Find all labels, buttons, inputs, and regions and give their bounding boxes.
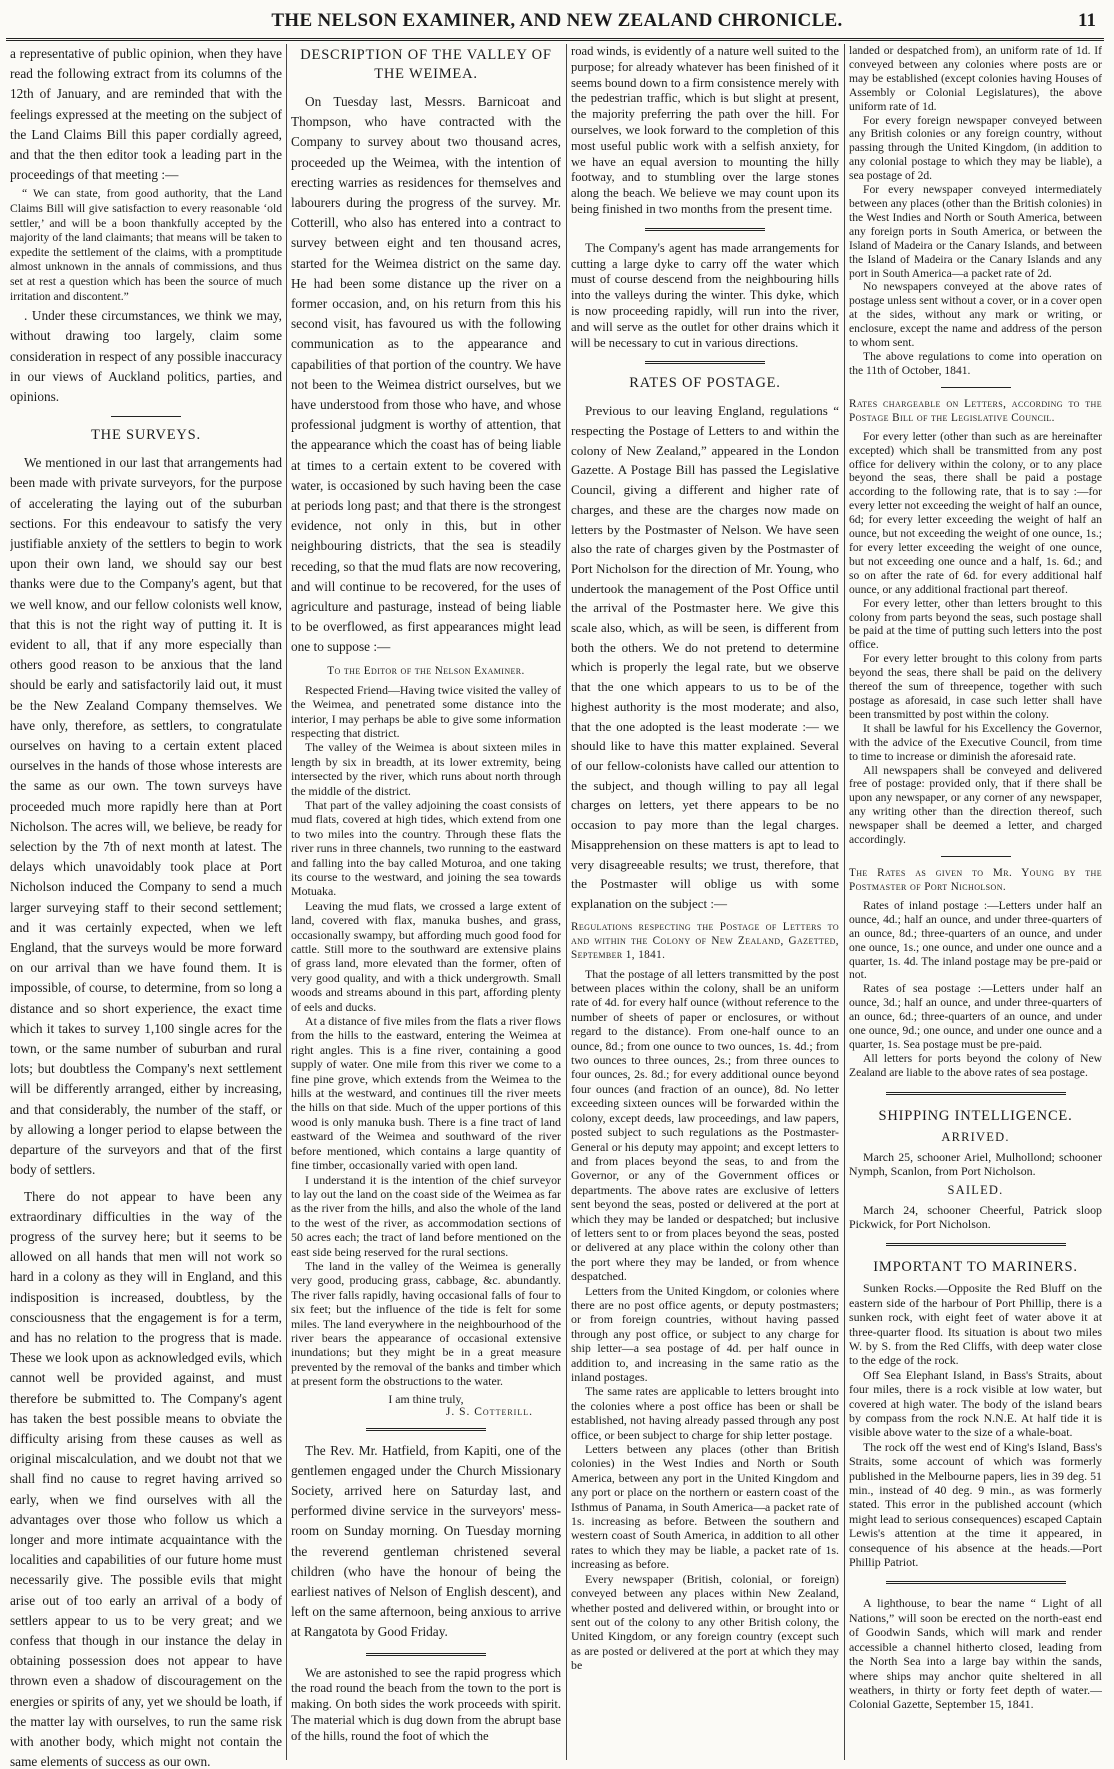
paragraph: Previous to our leaving England, regulations “ respecting the Postage of Letters to and within the colony of New Zealand,” appeared in the London Gazette. A Postage Bill has passed the Legislative Council, giving a different and higher rate of charges, and these are the charges now made on letters by the Postmaster of Nelson. We have seen also the rate of charges given by the Postmaster of Port Nicholson for the direction of Mr. Young, who undertook the management of the Post Office until the arrival of the Postmaster here. We give this scale also, which, as will be seen, is different from both the others. We do not pretend to determine which is properly the legal rate, but we observe that the one which appears to us to be of the highest authority is the most moderate; and also, that the one adopted is the least moderate :— we should like to have this matter explained. Several of our fellow-colonists have called our attention to the subject, and though willing to pay all legal charges on letters, yet there appears to be no occasion to pay more than the legal charges. Misapprehension on these matters is apt to lead to very disagreeable results; we trust, therefore, that the Postmaster will oblige us with some explanation on the subject :— (571, 403, 839, 911)
separator (645, 228, 765, 231)
separator (886, 1581, 1066, 1584)
paragraph: We mentioned in our last that arrangements had been made with private surveyors, for the purpose of accelerating the laying out of the suburban sections. For this endeavour to satisfy the very justifiable anxiety of the settlers to begin to work upon their own land, we should say our best thanks were due to the Company's agent, but that we well know, and our fellow colonists well know, that this is not the right way of putting it. It is evident to all, that if any more especially than others good reason to be anxious that the land should be early and satisfactorily laid out, it must be the New Zealand Company themselves. We have only, therefore, as settlers, to congratulate ourselves on having to a certain extent placed ourselves in the hands of those whose interests are the same as our own. The town surveys have proceeded much more rapidly here than at Port Nicholson. The acres will, we believe, be ready for selection by the 7th of next month at latest. The delays which unavoidably took place at Port Nicholson induced the Company to send a much larger surveying staff to their second settlement; and it was certainly expected, when we left England, that the surveys would be more forward on our arrival than we have found them. It is impossible, of course, to determine, from so long a distance and so short experience, the exact time which it takes to survey 1,100 single acres for the town, or the same number of suburban and rural lots; but doubtless the Company's next settlement will be differently arranged, either by increasing, and that considerably, the number of the staff, or by allowing a longer period to elapse between the departure of the surveyors and that of the first body of settlers. (10, 455, 282, 1178)
section-heading-postage: RATES OF POSTAGE. (629, 375, 781, 392)
letter-paragraph: That part of the valley adjoining the coast consists of mud flats, covered at high tides, which extend from one to two miles into the country. Through these flats the river runs in three channels, two running to the eastward and falling into the bay called Moturoa, and one taking its course to the westward, and joining the sea towards Motuaka. (291, 797, 561, 899)
paragraph: On Tuesday last, Messrs. Barnicoat and Thompson, who have contracted with the Company to survey about two thousand acres, proceeded up the Weimea, with the intention of erecting warries as residences for themselves and labourers during the progress of the survey. Mr. Cotterill, who also has entered into a contract to survey between eight and ten thousand acres, started for the Weimea district on the same day. He had been some distance up the river on a former occasion, and, on his return from this his second visit, has favoured us with the following communication as to the appearance and capabilities of that portion of the country. We have not been to the Weimea district ourselves, but we have understood from those who have, and whose professional judgment is worthy of attention, that the appearance which the coast has of being liable at times to a certain extent to be covered with water, is occasioned by such having been the case at periods long past; and that there is the strongest evidence, not only in this, but in other neighbouring districts, that the sea is steadily receding, so that the mud flats are now recovering, and will continue to be recovered, for the uses of agriculture and pasturage, instead of being liable to be overflowed, as first appearances might lead one to suppose :— (291, 94, 561, 655)
regulation-paragraph: Letters between any places (other than British colonies) in the West Indies and North or South America, between any port in the United Kingdom and any port or place on the northern or eastern coast of the Isthmus of Panama, in South America—a packet rate of 1s. increasing as before. Between the southern and western coast of South America, in addition to all other rates to which they may be liable, a packet rate of 1s. increasing as before. (571, 1442, 839, 1572)
separator (941, 856, 1011, 857)
shipping-entry: March 25, schooner Ariel, Mulhollond; schooner Nymph, Scanlon, from Port Nicholson. (849, 1149, 1102, 1179)
lighthouse-paragraph: A lighthouse, to bear the name “ Light of all Nations,” will soon be erected on the north-east end of Goodwin Sands, which will mark and render accessible a channel hitherto closed, leading from the North Sea into a large bay within the sands, where ships may anchor quite sheltered in all weathers, in thirty or forty feet depth of water.—Colonial Gazette, September 15, 1841. (849, 1596, 1102, 1712)
subheading-arrived: ARRIVED. (941, 1129, 1010, 1144)
column-divider (286, 44, 287, 1760)
mariners-paragraph: The rock off the west end of King's Island, Bass's Straits, some account of which was formerly published in the Melbourne papers, lies in 39 deg. 51 min., instead of 40 deg. 9 min., as was formerly stated. This error in the published account (which might lead to serious consequences) escaped Captain Lewis's attention at the time it appeared, in consequence of his absence at the heads.—Port Phillip Patriot. (849, 1439, 1102, 1570)
column-divider (844, 44, 845, 1760)
masthead (6, 10, 1108, 40)
rates-paragraph: Rates of sea postage :—Letters under half an ounce, 3d.; half an ounce, and under three-quarters of an ounce, 6d.; three-quarters of an ounce, and under one ounce, 9d.; one ounce, and under one ounce and a quarter, 1s. Sea postage must be pre-paid. (849, 982, 1102, 1051)
regulation-paragraph: Every newspaper (British, colonial, or foreign) conveyed between any places within New Zealand, whether posted and delivered within, or brought into or sent out of the colony to any other British colony, the United Kingdom, or any foreign country (except such as are posted or delivered at the port at which they may be (571, 1571, 839, 1673)
block-quote: “ We can state, from good authority, that the Land Claims Bill will give satisfaction to every reasonable ‘old settler,’ and will be a boon thankfully accepted by the majority of the land claimants; that means will be taken to expedite the settlement of the claims, with a promptitude almost unknown in the annals of commissions, and thus set at rest a question which has been the source of much irritation and discontent.” (10, 187, 282, 303)
page-number: 11 (1078, 10, 1096, 31)
newspaper-title: THE NELSON EXAMINER, AND NEW ZEALAND CHRONICLE. (271, 10, 843, 31)
letter-paragraph: At a distance of five miles from the flats a river flows from the hills to the eastward, entering the Weimea at right angles. This is a fine river, containing a good supply of water. One mile from this river we come to a fine pine grove, which extends from the Weimea to the hills at the westward, and continues till the river meets the hills on that side. Much of the upper portions of this wood is only manuka bush. There is a fine tract of land eastward of the Weimea and southward of the river before mentioned, which contains a large quantity of fine timber, occasionally varied with open land. (291, 1014, 561, 1173)
section-heading-weimea: DESCRIPTION OF THE VALLEY OF THE WEIMEA. (300, 47, 552, 82)
bill-paragraph: For every letter brought to this colony from parts beyond the seas, there shall be paid on the delivery thereof the sum of threepence, together with such postage as aforesaid, in case such letter shall have been transmitted by post within the colony. (849, 652, 1102, 721)
intro-paragraph: a representative of public opinion, when they have read the following extract from its columns of the 12th of January, and are reminded that with the feelings expressed at the meeting on the subject of the Land Claims Bill this paper cordially agreed, and that the then editor took a leading part in the proceedings of that meeting :— (10, 46, 282, 183)
separator (886, 1092, 1066, 1095)
paragraph: . Under these circumstances, we think we may, without drawing too largely, claim some consideration in respect of any possible inaccuracy in our views of Auckland politics, parties, and opinions. (10, 308, 282, 404)
mariners-paragraph: Off Sea Elephant Island, in Bass's Straits, about four miles, there is a rock visible at low water, but covered at high water. The body of the island bears by compass from the rock N.N.E. At half tide it is visible above water to the size of a whale-boat. (849, 1367, 1102, 1440)
subheading-sailed: SAILED. (947, 1182, 1004, 1197)
paragraph: The Company's agent has made arrangements for cutting a large dyke to carry off the water which must of course descend from the neighbouring hills into the valleys during the winter. This dyke, which is now proceeding rapidly, will run into the river, and will serve as the outlet for other drains which it will be necessary to cut in various directions. (571, 240, 839, 350)
mariners-paragraph: Sunken Rocks.—Opposite the Red Bluff on the eastern side of the harbour of Port Phillip, there is a sunken rock, with eight feet of water above it at three-quarter flood. Its situation is about two miles W. by S. from the Red Cliffs, with deep water close to the edge of the rock. (849, 1281, 1102, 1368)
subheading-regulations: Regulations respecting the Postage of Letters to and within the Colony of New Zealand, Gazetted, September 1, 1841. (571, 920, 839, 961)
paragraph: The Rev. Mr. Hatfield, from Kapiti, one of the gentlemen engaged under the Church Missionary Society, arrived here on Saturday last, and performed divine service in the surveyors' mess-room on Sunday morning. On Tuesday morning the reverend gentleman christened several children (who have the honour of being the earliest natives of Nelson of English descent), and left on the same afternoon, being anxious to arrive at Rangatota by Good Friday. (291, 1442, 561, 1640)
letter-salutation: To the Editor of the Nelson Examiner. (327, 664, 525, 677)
column-divider (566, 44, 567, 1760)
paragraph: We are astonished to see the rapid progress which the road round the beach from the town to the port is making. On both sides the work proceeds with spirit. The material which is dug down from the abrupt base of the hills, round the foot of which the (291, 1665, 561, 1743)
column-1 (10, 44, 282, 1769)
separator (941, 387, 1011, 388)
regulation-paragraph: The above regulations to come into operation on the 11th of October, 1841. (849, 349, 1102, 377)
regulation-paragraph: For every newspaper conveyed intermediately between any places (other than the British colonies) in the West Indies and North or South America, between any foreign ports in South America, or between the Island of Madeira or the Canary Islands, and between the Island of Madeira or the Canary Islands and any port in South America—a packet rate of 2d. (849, 183, 1102, 280)
letter-closing: I am thine truly, (388, 1391, 464, 1406)
regulation-paragraph: That the postage of all letters transmitted by the post between places within the colony, shall be an uniform rate of 4d. for every half ounce (without reference to the number of sheets of paper or enclosures, or without regard to the distance). From one-half ounce to an ounce, 8d.; from one ounce to two ounces, 1s. 4d.; from two ounces to three ounces, 2s.; from three ounces to four ounces, 2s. 8d.; for every additional ounce beyond four ounces (and fraction of an ounce), 8d. No letter exceeding sixteen ounces will be forwarded within the colony, except deeds, law proceedings, and law papers, posted subject to such regulations as the Postmaster-General or his deputy may appoint; and except letters to and from places beyond the seas, to and from the Governor, or any of the Government offices or departments. The above rates are exclusive of letters sent beyond the seas, posted or delivered at the port at which they may be landed or despatched; but inclusive of letters sent to or from places beyond the seas, posted or delivered at any place within the colony other than the port where they may be landed, or from whence despatched. (571, 966, 839, 1284)
bill-paragraph: For every letter, other than letters brought to this colony from parts beyond the seas, such postage shall be paid at the time of putting such letters into the post office. (849, 596, 1102, 652)
letter-paragraph: I understand it is the intention of the chief surveyor to lay out the land on the coast side of the Weimea as far as the river from the hills, and also the whole of the land to the west of the river, as accommodation sections of 50 acres each; the tract of land before mentioned on the east side being reserved for the rural sections. (291, 1172, 561, 1259)
letter-paragraph: The land in the valley of the Weimea is generally very good, producing grass, cabbage, &c. abundantly. The river falls rapidly, having occasional falls of four to six feet; but the influence of the tide is felt for some miles. The land everywhere in the neighbourhood of the river bears the appearance of occasional extensive inundations; but they might be in a great measure prevented by the removal of the banks and timber which at present form the obstructions to the water. (291, 1258, 561, 1389)
regulation-paragraph: For every foreign newspaper conveyed between any British colonies or any foreign country, without passing through the United Kingdom, (in addition to any colonial postage to which they may be liable), a sea postage of 2d. (849, 113, 1102, 183)
paragraph: road winds, is evidently of a nature well suited to the purpose; for already whatever has been finished of it seems bound down to a firm consistence merely with the pedestrian traffic, which is but slight at present, the majority preferring the path over the hill. For ourselves, we look forward to the completion of this most useful public work with a selfish anxiety, for we have an equal aversion to mounting the hilly footway, and to stumbling over the large stones along the beach. We believe we may count upon its being finished in two months from the present time. (571, 44, 839, 216)
regulation-paragraph: landed or despatched from), an uniform rate of 1d. If conveyed between any colonies where posts are or may be established (except colonies having Houses of Assembly or Colonial Legislatures), the above uniform rate of 1d. (849, 44, 1102, 113)
letter-signature: J. S. Cotterill. (445, 1405, 533, 1418)
regulation-paragraph: The same rates are applicable to letters brought into the colonies where a post office has been or shall be established, not having already passed through any post office, or been subject to charge for ship letter postage. (571, 1384, 839, 1442)
section-heading-shipping: SHIPPING INTELLIGENCE. (878, 1107, 1073, 1124)
rates-paragraph: Rates of inland postage :—Letters under half an ounce, 4d.; half an ounce, and under three-quarters of an ounce, 8d.; three-quarters of an ounce, and under one ounce, 1s.; one ounce, and under one ounce and a quarter, 1s. 4d. The inland postage may be pre-paid or not. (849, 898, 1102, 982)
column-3 (571, 44, 839, 1673)
letter-paragraph: Respected Friend—Having twice visited the valley of the Weimea, and penetrated some distance into the interior, I may perhaps be able to give some information respecting that district. (291, 682, 561, 740)
masthead-rule (6, 38, 1104, 41)
subheading-young-rates: The Rates as given to Mr. Young by the Postmaster of Port Nicholson. (849, 866, 1102, 893)
separator (886, 1243, 1066, 1246)
regulation-paragraph: Letters from the United Kingdom, or colonies where there are no post office agents, or deputy postmasters; or from foreign countries, without having passed through any post office, or subject to any charge for ship letter—a sea postage of 4d. per half ounce in addition to, and increasing in the same ratio as the inland postages. (571, 1283, 839, 1384)
letter-paragraph: The valley of the Weimea is about sixteen miles in length by six in breadth, at its lower extremity, being intersected by the river, which runs about north through the middle of the district. (291, 740, 561, 798)
separator (111, 416, 181, 417)
bill-paragraph: For every letter (other than such as are hereinafter excepted) which shall be transmitted from any post office for delivery within the colony, or to any place beyond the seas, there shall be paid a postage according to the following rate, that is to say :—for every letter not exceeding the weight of half an ounce, 6d; for every letter exceeding the weight of half an ounce, but not exceeding the weight of one ounce, 1s.; for every letter exceeding the weight of one ounce, but not exceeding one ounce and a half, 1s. 6d.; and so on after the rate of 6d. for every additional half ounce, or any additional fractional part thereof. (849, 429, 1102, 596)
letter-paragraph: Leaving the mud flats, we crossed a large extent of land, covered with flax, manuka bushes, and grass, occasionally swampy, but affording much good food for cattle. Still more to the southward are extensive plains of grass land, more elevated than the former, often of very good quality, and with a thick undergrowth. Small woods and streams abound in this part, affording plenty of eels and ducks. (291, 898, 561, 1014)
section-heading-surveys: THE SURVEYS. (91, 427, 201, 444)
bill-paragraph: It shall be lawful for his Excellency the Governor, with the advice of the Executive Council, from time to time to increase or diminish the aforesaid rate. (849, 721, 1102, 763)
column-2 (291, 44, 561, 1745)
shipping-entry: March 24, schooner Cheerful, Patrick sloop Pickwick, for Port Nicholson. (849, 1202, 1102, 1231)
separator (366, 1653, 486, 1656)
paragraph: There do not appear to have been any extraordinary difficulties in the way of the progress of the survey here; but it seems to be allowed on all hands that men will not work so hard in a colony as they will in England, and this indisposition is increased, doubtless, by the consciousness that the engagement is for a term, and has no relation to the progress that is made. These we look upon as acknowledged evils, which cannot well be provided against, and must therefore be submitted to. The Company's agent has taken the best possible means to obviate the difficulty arising from these causes as well as original miscalculation, and we doubt not that we shall find no cause to regret having arrived so early, when we find ourselves with all the advantages over those who follow us which a longer and more intimate acquaintance with the localities and capabilities of our future home must necessarily give. The possible evils that might arise out of too early an arrival of a body of settlers appear to us to be very great; and we confess that though in our instance the delay in obtaining possession does not appear to have thrown even a shadow of discouragement on the energies or spirits of any, yet we should be loath, if the matter lay with ourselves, to run the same risk with another body, which might not contain the same elements of success as our own. (10, 1188, 282, 1769)
subheading-bill-rates: Rates chargeable on Letters, according to the Postage Bill of the Legislative Council. (849, 397, 1102, 424)
section-heading-mariners: IMPORTANT TO MARINERS. (873, 1259, 1078, 1276)
bill-paragraph: All newspapers shall be conveyed and delivered free of postage: provided only, that if there shall be upon any newspaper, or any corner of any newspaper, any writing other than the direction thereof, such newspaper shall be deemed a letter, and charged accordingly. (849, 763, 1102, 847)
column-4 (849, 44, 1102, 1712)
regulation-paragraph: No newspapers conveyed at the above rates of postage unless sent without a cover, or in a cover open at the sides, without any mark or writing, or enclosure, except the name and address of the person to whom sent. (849, 280, 1102, 350)
separator (645, 361, 765, 364)
separator (366, 1428, 486, 1431)
rates-paragraph: All letters for ports beyond the colony of New Zealand are liable to the above rates of sea postage. (849, 1051, 1102, 1079)
